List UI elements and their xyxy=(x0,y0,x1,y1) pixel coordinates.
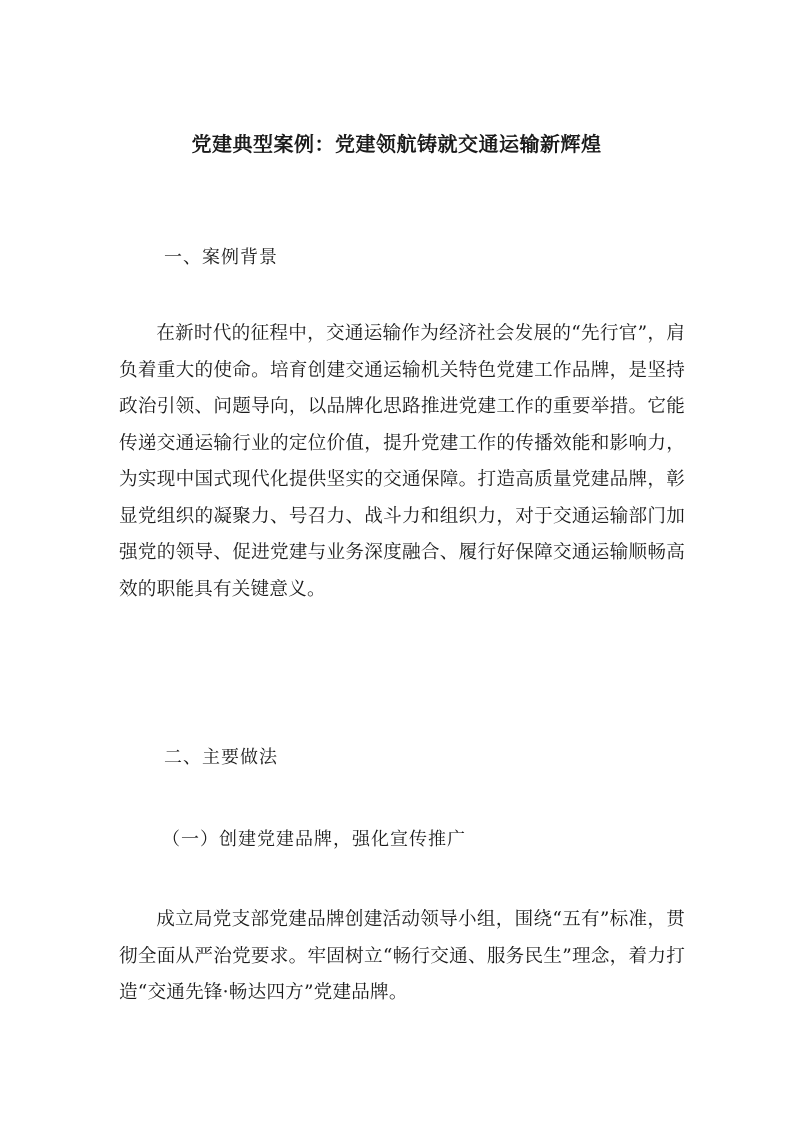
background-paragraph: 在新时代的征程中，交通运输作为经济社会发展的“先行官”，肩负着重大的使命。培育创建交通运输机关特色党建工作品牌，是坚持政治引领、问题导向，以品牌化思路推进党建工作的重要举措。它能传递交通运输行业的定位价值，提升党建工作的传播效能和影响力，为实现中国式现代化提供坚实的交通保障。打造高质量党建品牌，彰显党组织的凝聚力、号召力、战斗力和组织力，对于交通运输部门加强党的领导、促进党建与业务深度融合、履行好保障交通运输顺畅高效的职能具有关键意义。 xyxy=(119,323,685,600)
document-title: 党建典型案例：党建领航铸就交通运输新辉煌 xyxy=(191,132,602,156)
subsection-heading-brand: （一）创建党建品牌，强化宣传推广 xyxy=(162,829,466,850)
section-heading-background: 一、案例背景 xyxy=(164,247,278,268)
section-heading-main-practices: 二、主要做法 xyxy=(164,747,278,768)
brand-paragraph: 成立局党支部党建品牌创建活动领导小组，围绕“五有”标准，贯彻全面从严治党要求。牢固树立“畅行交通、服务民生”理念，着力打造“交通先锋·畅达四方”党建品牌。 xyxy=(119,909,685,1003)
